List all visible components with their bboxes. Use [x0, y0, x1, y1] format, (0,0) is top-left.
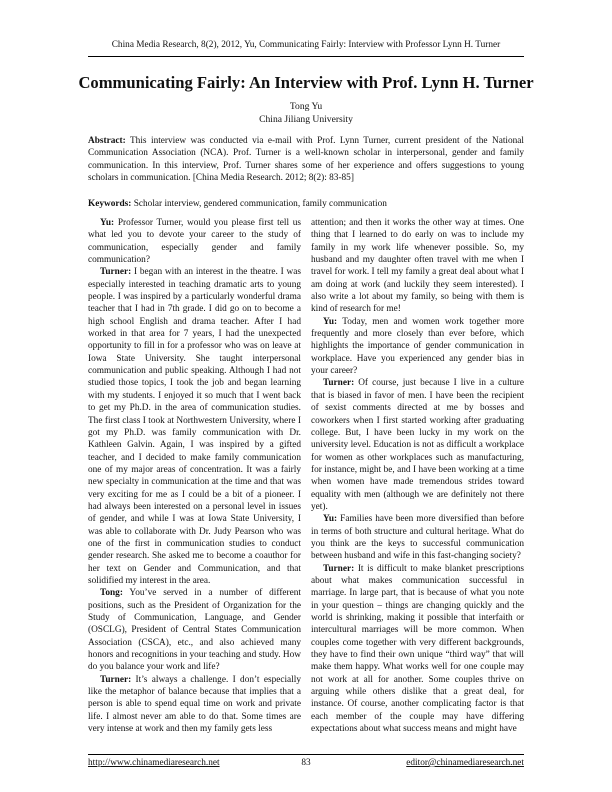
- abstract-label: Abstract:: [88, 136, 126, 146]
- interview-paragraph: [311, 377, 524, 513]
- keywords-label: Keywords:: [88, 199, 132, 209]
- paragraph-text: Of course, just because I live in a culture that is biased in favor of men. I have been the recipient of sexist comments directed at me by bosses and coworkers when I first started working after graduating college. But, I have been lucky in my work on the university level. Education is not as difficult a workplace for women as other workplaces such as manufacturing, for instance, might be, and I have been working at a time when women have made tremendous strides toward equality with men (although we are definitely not there yet).: [311, 378, 524, 512]
- abstract-text: This interview was conducted via e-mail with Prof. Lynn Turner, current president of the National Communication Association (NCA). Prof. Turner is a well-known scholar in interpersonal, gender and family communication. In this interview, Prof. Turner shares some of her experience and offers suggestions to young scholars in communication. [China Media Research. 2012; 8(2): 83-85]: [88, 136, 525, 184]
- footer-rule: [88, 754, 524, 755]
- speaker-label: Yu:: [323, 514, 338, 525]
- right-column: [311, 217, 524, 735]
- speaker-label: Yu:: [100, 218, 115, 228]
- paragraph-text: It’s always a challenge. I don’t especially like the metaphor of balance because that implies that a person is able to spend equal time on work and private life. I almost never am able to do that. Some times are very intense at work and then my family gets less: [88, 674, 301, 735]
- paragraph-text: I began with an interest in the theatre. I was especially interested in teaching dramatic arts to young people. I was inspired by a particularly wonderful drama teacher that I had in 7th grade. I did go on to become a high school English and drama teacher. After I had worked in that area for 7 years, I had the unexpected opportunity to fill in for a professor who was on leave at Iowa State University. She taught interpersonal communication and public speaking. Although I had not studied those topics, I took the job and began learning with my students. I enjoyed it so much that I went back to get my Ph.D. in the area of communication studies. The first class I took at Northwestern University, where I got my Ph.D. was family communication with Dr. Kathleen Galvin. Again, I was inspired by a gifted teacher, and I decided to make family communication one of my major areas of concentration. It was a fairly new specialty in communication at the time and that was very exciting for me as I could be a bit of a pioneer. I had always been interested on a personal level in issues of gender, and while I was at Iowa State University, I was able to collaborate with Dr. Judy Pearson who was one of the first in communication studies to conduct gender research. She asked me to become a coauthor for her text on Gender and Communication, and that solidified my interest in the area.: [88, 267, 301, 586]
- paragraph-text: It is difficult to make blanket prescriptions about what makes communication successful in marriage. In large part, that is because of what you note in your question – things are changing quickly and the world is shrinking, making it possible that interfaith or intercultural marriages will be more common. When couples come together with very different backgrounds, they have to find their own unique “third way” that will make them happy. What works well for one couple may not work at all for another. Some couples thrive on arguing while others dislike that a great deal, for instance. Of course, another complicating factor is that each member of the couple may have differing expectations about what success means and might have: [311, 563, 525, 735]
- header-rule: [88, 56, 524, 57]
- speaker-label: Turner:: [323, 378, 355, 389]
- page-number: 83: [301, 758, 311, 768]
- editor-email-link[interactable]: editor@chinamediaresearch.net: [406, 758, 524, 768]
- interview-paragraph: [88, 266, 301, 587]
- interview-paragraph: [88, 674, 301, 736]
- interview-paragraph: [88, 217, 301, 266]
- journal-website-link[interactable]: http://www.chinamediaresearch.net: [88, 758, 220, 768]
- interview-paragraph: [311, 513, 524, 562]
- speaker-label: Turner:: [100, 267, 132, 278]
- author-name: Tong Yu: [289, 101, 323, 112]
- interview-paragraph: [311, 316, 524, 378]
- speaker-label: Tong:: [100, 588, 123, 599]
- paragraph-text: attention; and then it works the other way at times. One thing that I learned to do early on was to include my family in my work life whenever possible. So, my husband and my daughter often travel with me when I travel for work. I tell my family a great deal about what I am doing at work (and luckily they seem interested). I also write a lot about my family, so being with them is kind of research for me!: [311, 218, 524, 315]
- abstract: [88, 135, 524, 185]
- speaker-label: Turner:: [100, 674, 132, 685]
- keywords-text: Scholar interview, gendered communication, family communication: [133, 199, 387, 209]
- running-head: China Media Research, 8(2), 2012, Yu, Communicating Fairly: Interview with Professor Lynn H. Turner: [111, 40, 501, 50]
- interview-paragraph: [88, 587, 301, 673]
- left-column: [88, 217, 301, 735]
- author-affiliation: China Jiliang University: [259, 114, 353, 125]
- interview-paragraph-continued: [311, 217, 524, 316]
- paragraph-text: You’ve served in a number of different positions, such as the President of Organization for the Study of Communication, Language, and Gender (OSCLG), President of Central States Communication Association (CSCA), etc., and also achieved many honors and recognitions in your teaching and study. How do you balance your work and life?: [88, 588, 301, 673]
- paragraph-text: Families have been more diversified than before in terms of both structure and cultural heritage. What do you think are the keys to successful communication between husband and wife in this fast-changing society?: [311, 514, 524, 562]
- interview-paragraph: [311, 563, 524, 736]
- keywords: [88, 198, 524, 210]
- speaker-label: Yu:: [323, 316, 338, 327]
- paragraph-text: Professor Turner, would you please first tell us what led you to devote your career to the study of communication, especially gender and family communication?: [88, 218, 302, 266]
- speaker-label: Turner:: [323, 563, 355, 574]
- article-title: Communicating Fairly: An Interview with Prof. Lynn H. Turner: [78, 73, 534, 92]
- paragraph-text: Today, men and women work together more frequently and more closely than ever before, which highlights the importance of gender communication in workplace. Have you experienced any gender bias in your career?: [311, 316, 525, 377]
